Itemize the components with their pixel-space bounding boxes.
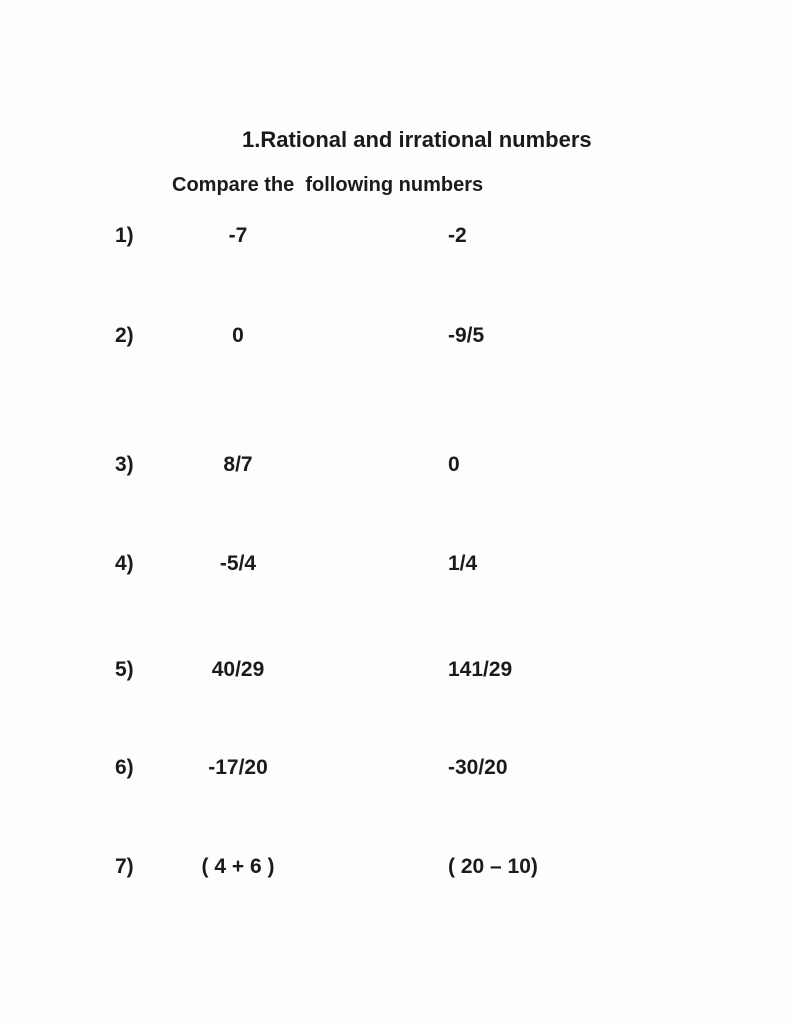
- problem-number: 7): [115, 855, 134, 878]
- problem-left-value: -7: [228, 224, 248, 247]
- problem-number: 3): [115, 453, 134, 476]
- problem-number: 6): [115, 756, 134, 779]
- problem-left-value: -17/20: [208, 756, 268, 779]
- problem-left-value: 8/7: [223, 453, 253, 476]
- problem-right-value: ( 20 – 10): [448, 855, 538, 878]
- problem-row: [0, 453, 793, 483]
- problem-row: [0, 324, 793, 354]
- problem-number: 1): [115, 224, 134, 247]
- problem-number: 5): [115, 658, 134, 681]
- problem-left-value: -5/4: [219, 552, 257, 575]
- problem-right-value: 141/29: [448, 658, 513, 681]
- worksheet-title: 1.Rational and irrational numbers: [242, 127, 592, 152]
- problem-number: 4): [115, 552, 134, 575]
- problem-right-value: -30/20: [448, 756, 508, 779]
- problem-right-value: -9/5: [448, 324, 485, 347]
- problem-left-value: 40/29: [211, 658, 265, 681]
- problem-right-value: -2: [448, 224, 467, 247]
- worksheet-instruction: Compare the following numbers: [172, 174, 484, 196]
- problem-number: 2): [115, 324, 134, 347]
- problem-right-value: 0: [448, 453, 460, 476]
- problem-left-value: 0: [232, 324, 244, 347]
- problem-right-value: 1/4: [448, 552, 478, 575]
- problem-row: [0, 658, 793, 688]
- problem-row: [0, 855, 793, 885]
- problem-left-value: ( 4 + 6 ): [201, 855, 275, 878]
- problem-row: [0, 552, 793, 582]
- problem-row: [0, 224, 793, 254]
- problem-row: [0, 756, 793, 786]
